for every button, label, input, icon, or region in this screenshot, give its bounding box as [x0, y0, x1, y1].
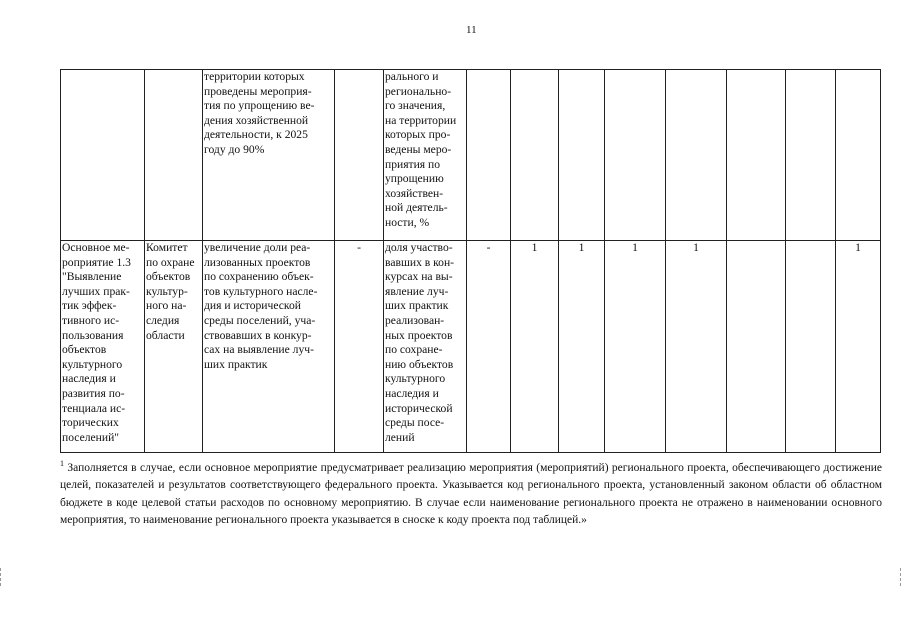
- value-cell: 1: [559, 241, 605, 453]
- table-cell: территории которых проведены мероприя- тия по упрощению ве- дения хозяйственной деятельности, к 2025 году до 90%: [203, 70, 335, 241]
- table-cell: [559, 70, 605, 241]
- table-row: [61, 241, 881, 453]
- value-cell: 1: [605, 241, 666, 453]
- base-value-cell: -: [467, 241, 511, 453]
- value-cell: 1: [836, 241, 881, 453]
- indicator-cell: доля участво- вавших в кон- курсах на вы- явление луч- ших практик реализован- ных проектов по сохране- нию объектов культурного наследия и исторической среды посе- лений: [384, 241, 467, 453]
- value-cell: 1: [511, 241, 559, 453]
- measures-table: [60, 69, 881, 453]
- footnote-marker: 1: [60, 459, 64, 468]
- footnote: [60, 455, 882, 530]
- footnote-text: Заполняется в случае, если основное мероприятие предусматривает реализацию мероприятия (мероприятий) регионального проекта, обеспечивающего достижение целей, показателей и результатов соответствующего федерального проекта. Указывается код регионального проекта, установленный законом области об областном бюджете в коде целевой статьи расходов по основному мероприятию. В случае если наименование регионального проекта не отражено в наименовании основного мероприятия, то наименование регионального проекта указывается в сноске к коду проекта под таблицей.»: [60, 461, 882, 527]
- measure-name-cell: Основное ме- роприятие 1.3 "Выявление лучших прак- тик эффек- тивного ис- пользования объектов культурного наследия и развития по- тенциала ис- торических поселений": [61, 241, 145, 453]
- table-cell: [335, 70, 384, 241]
- table-cell: [786, 70, 836, 241]
- table-cell: [836, 70, 881, 241]
- scan-edge-mark: [900, 568, 904, 586]
- value-cell: 1: [666, 241, 727, 453]
- table-cell: [467, 70, 511, 241]
- page-number: 11: [466, 24, 477, 36]
- table-cell: [61, 70, 145, 241]
- value-cell: [786, 241, 836, 453]
- expected-result-cell: увеличение доли реа- лизованных проектов по сохранению объек- тов культурного насле- дия и исторической среды поселений, уча- ствовавших в конкур- сах на выявление луч- ших практик: [203, 241, 335, 453]
- table-cell: [511, 70, 559, 241]
- value-cell: [727, 241, 786, 453]
- table-cell: [145, 70, 203, 241]
- executor-cell: Комитет по охране объектов культур- ного на- следия области: [145, 241, 203, 453]
- table-cell: рального и регионально- го значения, на территории которых про- ведены меро- приятия по упрощению хозяйствен- ной деятель- ности, %: [384, 70, 467, 241]
- table-cell: [727, 70, 786, 241]
- scan-edge-mark: [0, 568, 4, 586]
- project-code-cell: -: [335, 241, 384, 453]
- table-cell: [605, 70, 666, 241]
- table-row: [61, 70, 881, 241]
- table-cell: [666, 70, 727, 241]
